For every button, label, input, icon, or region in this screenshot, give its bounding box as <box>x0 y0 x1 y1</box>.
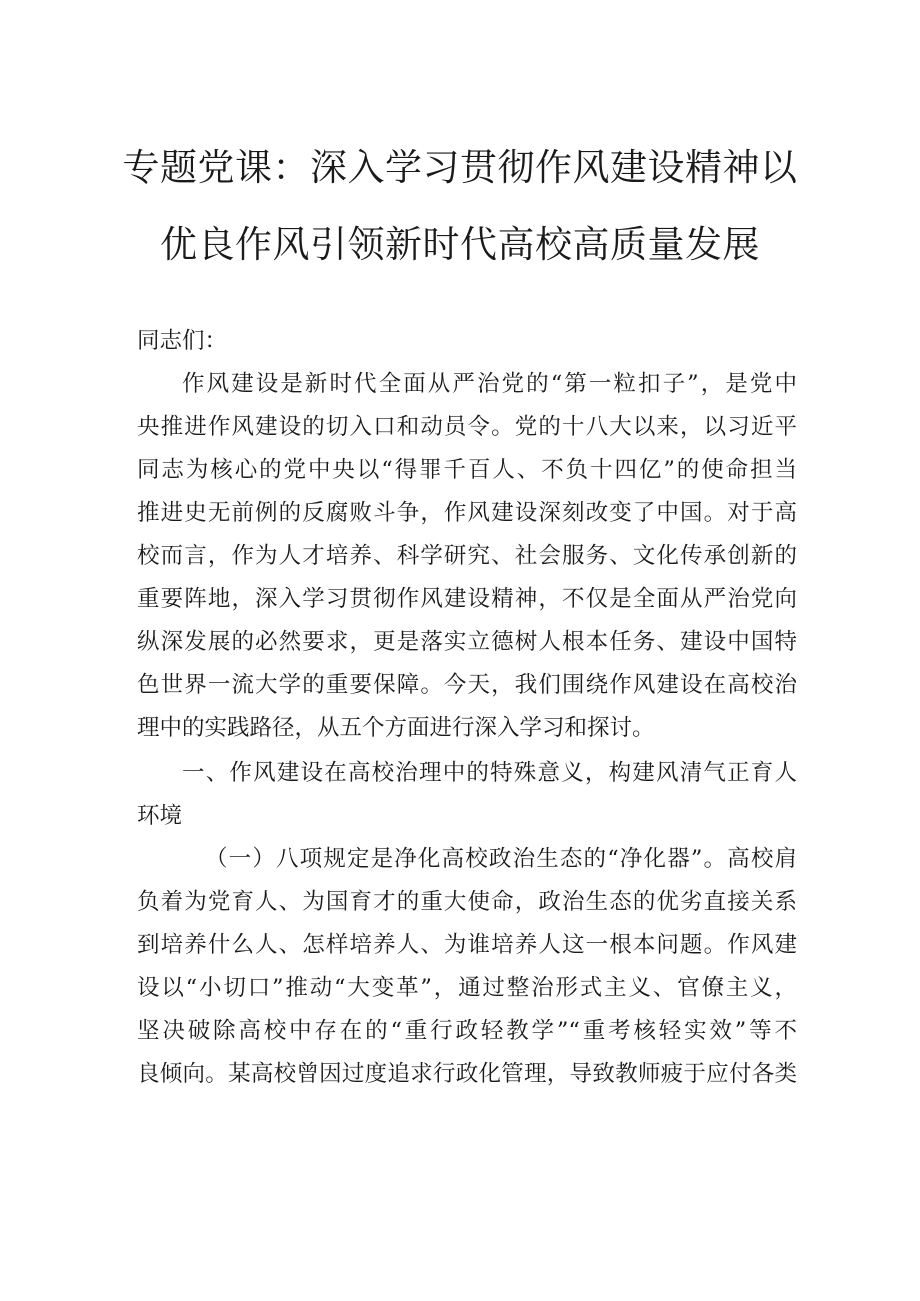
intro-line: 色世界一流大学的重要保障。今天，我们围绕作风建设在高校治 <box>137 672 797 698</box>
section-para-line: （一）八项规定是净化高校政治生态的“净化器”。高校肩 <box>205 846 797 872</box>
intro-line: 校而言，作为人才培养、科学研究、社会服务、文化传承创新的 <box>137 543 797 569</box>
section-para-line: 到培养什么人、怎样培养人、为谁培养人这一根本问题。作风建 <box>137 932 797 958</box>
section-para-line: 负着为党育人、为国育才的重大使命，政治生态的优劣直接关系 <box>137 889 797 915</box>
section-para-line: 设以“小切口”推动“大变革”，通过整治形式主义、官僚主义， <box>137 975 797 1001</box>
intro-line: 央推进作风建设的切入口和动员令。党的十八大以来，以习近平 <box>137 414 797 440</box>
intro-line: 推进史无前例的反腐败斗争，作风建设深刻改变了中国。对于高 <box>137 500 797 526</box>
section-para-line: 坚决破除高校中存在的“重行政轻教学”“重考核轻实效”等不 <box>137 1018 797 1044</box>
document-title-line-2: 优良作风引领新时代高校高质量发展 <box>160 223 760 266</box>
intro-line: 作风建设是新时代全面从严治党的“第一粒扣子”，是党中 <box>182 371 797 397</box>
document-title-line-1: 专题党课：深入学习贯彻作风建设精神以 <box>122 146 798 189</box>
section-para-line: 良倾向。某高校曾因过度追求行政化管理，导致教师疲于应付各类 <box>137 1061 797 1087</box>
section-heading-line: 环境 <box>137 803 183 829</box>
section-heading-line: 一、作风建设在高校治理中的特殊意义，构建风清气正育人 <box>182 760 797 786</box>
intro-line: 理中的实践路径，从五个方面进行深入学习和探讨。 <box>137 715 655 741</box>
salutation: 同志们： <box>137 328 228 354</box>
intro-line: 重要阵地，深入学习贯彻作风建设精神，不仅是全面从严治党向 <box>137 586 797 612</box>
intro-line: 纵深发展的必然要求，更是落实立德树人根本任务、建设中国特 <box>137 629 797 655</box>
intro-line: 同志为核心的党中央以“得罪千百人、不负十四亿”的使命担当 <box>137 457 797 483</box>
